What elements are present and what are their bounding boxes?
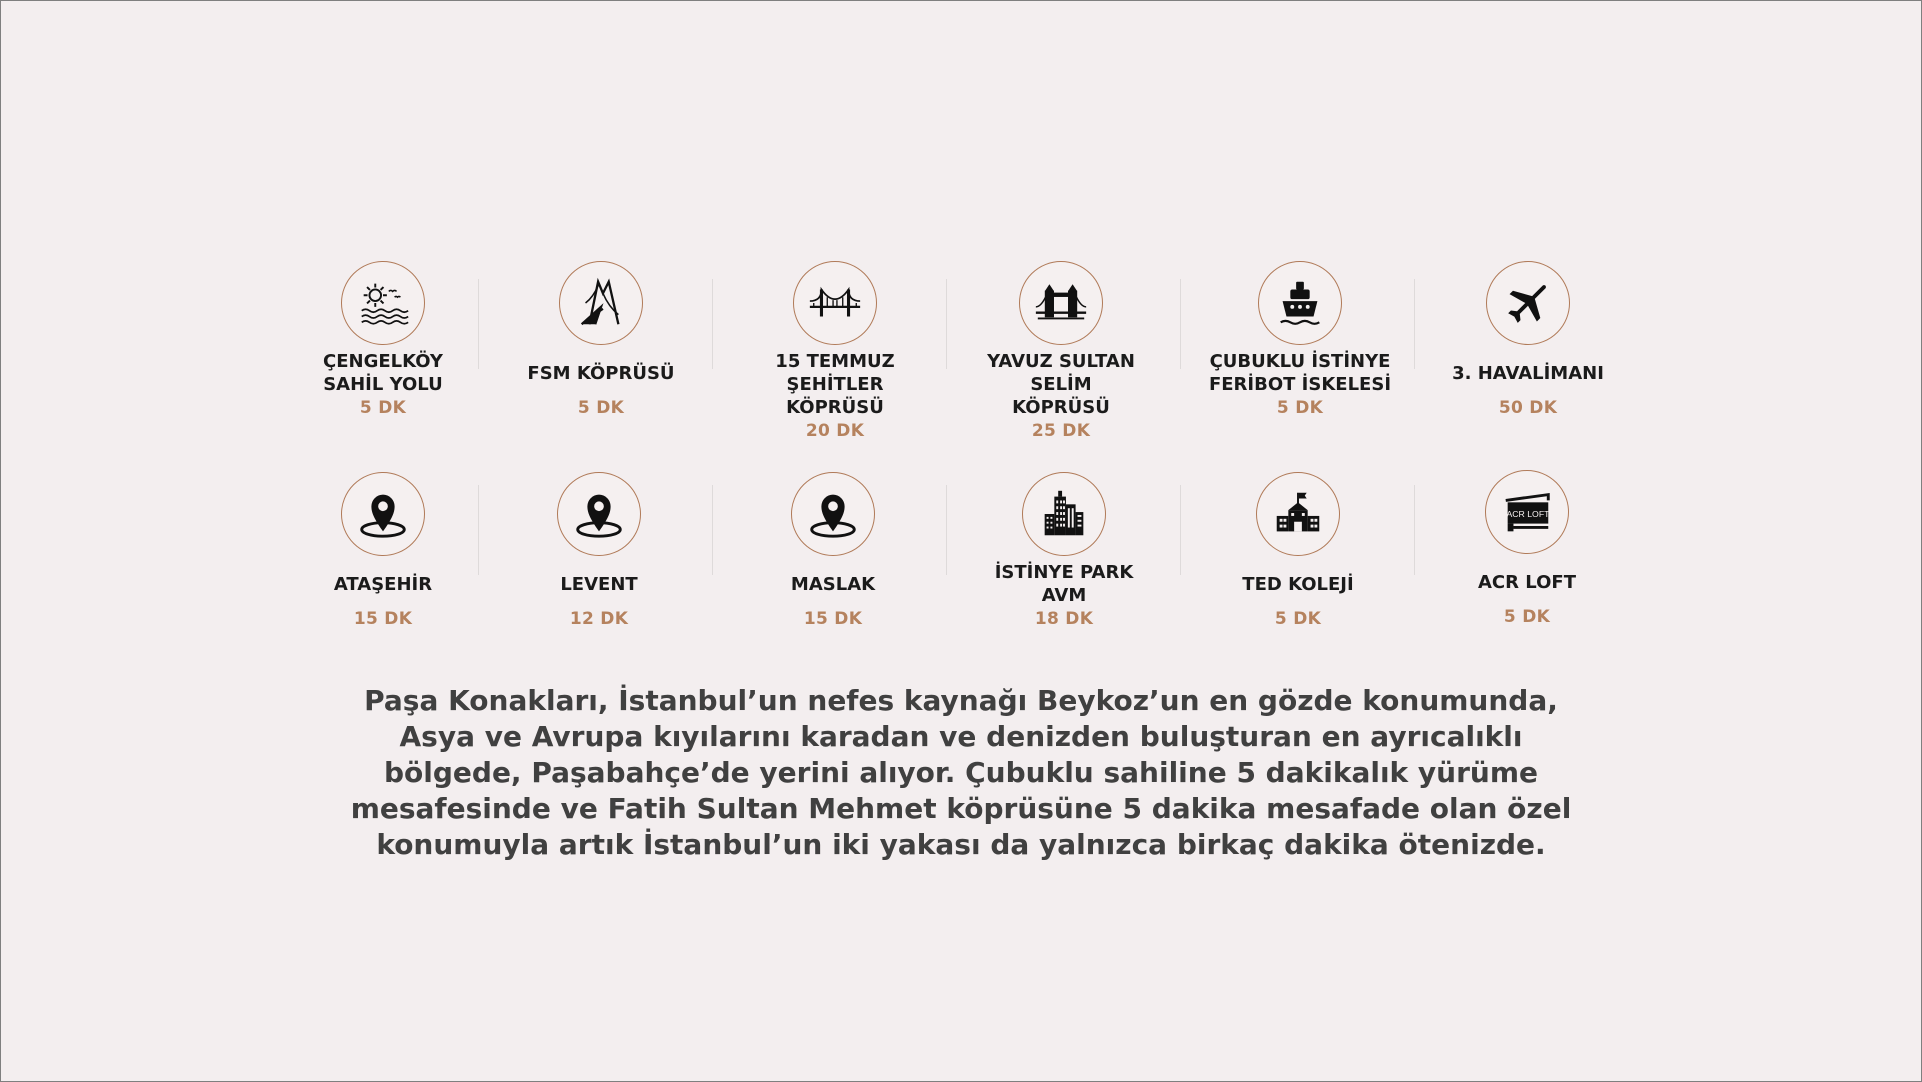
location-fsm-bridge [501,261,701,418]
travel-time: 5 DK [577,398,625,418]
location-label: YAVUZ SULTAN SELİM KÖPRÜSÜ [987,351,1135,418]
divider [946,279,947,369]
location-label: TED KOLEJİ [1242,573,1354,595]
divider [712,279,713,369]
travel-time: 20 DK [805,421,865,441]
travel-time: 15 DK [803,609,863,629]
location-3rd-airport [1428,261,1628,418]
location-atasehir [283,472,483,629]
location-label: İSTİNYE PARK AVM [994,562,1134,606]
location-istinye-park [964,472,1164,629]
school-icon [1256,472,1340,556]
airplane-icon [1486,261,1570,345]
location-15-temmuz-bridge [735,261,935,441]
city-buildings-icon [1022,472,1106,556]
travel-time: 12 DK [569,609,629,629]
location-yavuz-sultan-selim-bridge [961,261,1161,441]
tower-bridge-icon [1019,261,1103,345]
location-acr-loft [1427,470,1627,627]
location-maslak [733,472,933,629]
location-cubuklu-ferry [1200,261,1400,418]
travel-time: 18 DK [1034,609,1094,629]
divider [712,485,713,575]
location-label: ATAŞEHİR [333,573,433,595]
divider [1180,485,1181,575]
travel-time: 50 DK [1498,398,1558,418]
map-pin-icon [557,472,641,556]
divider [1414,279,1415,369]
travel-time: 5 DK [359,398,407,418]
bridge-tower-icon [559,261,643,345]
travel-time: 15 DK [353,609,413,629]
location-label: FSM KÖPRÜSÜ [527,362,675,384]
location-label: ACR LOFT [1478,571,1576,593]
travel-time: 5 DK [1276,398,1324,418]
divider [946,485,947,575]
travel-time: 25 DK [1031,421,1091,441]
divider [1414,485,1415,575]
location-label: ÇENGELKÖY SAHİL YOLU [323,351,443,395]
project-description: Paşa Konakları, İstanbul’un nefes kaynağı Beykoz’un en gözde konumunda, Asya ve Avrupa kıyılarını karadan ve denizden buluşturan en ayrıcalıklı bölgede, Paşabahçe’de yerini alıyor. Çubuklu sahiline 5 dakikalık yürüme mesafesinde ve Fatih Sultan Mehmet köprüsüne 5 dakika mesafade olan özel konumuyla artık İstanbul’un iki yakası da yalnızca birkaç dakika ötenizde. [350,684,1572,861]
location-label: 3. HAVALİMANI [1452,362,1604,384]
location-label: 15 TEMMUZ ŞEHİTLER KÖPRÜSÜ [775,351,895,418]
location-label: LEVENT [560,573,638,595]
location-label: ÇUBUKLU İSTİNYE FERİBOT İSKELESİ [1208,351,1392,395]
acr-loft-logo-text: ACR LOFT [1506,508,1550,519]
acr-loft-icon [1485,470,1569,554]
travel-time: 5 DK [1274,609,1322,629]
location-label: MASLAK [790,573,876,595]
location-ted-koleji [1198,472,1398,629]
map-pin-icon [791,472,875,556]
location-levent [499,472,699,629]
coast-sun-icon [341,261,425,345]
suspension-bridge-icon [793,261,877,345]
ferry-icon [1258,261,1342,345]
map-pin-icon [341,472,425,556]
divider [1180,279,1181,369]
travel-time: 5 DK [1503,607,1551,627]
location-cengelkoy [283,261,483,418]
